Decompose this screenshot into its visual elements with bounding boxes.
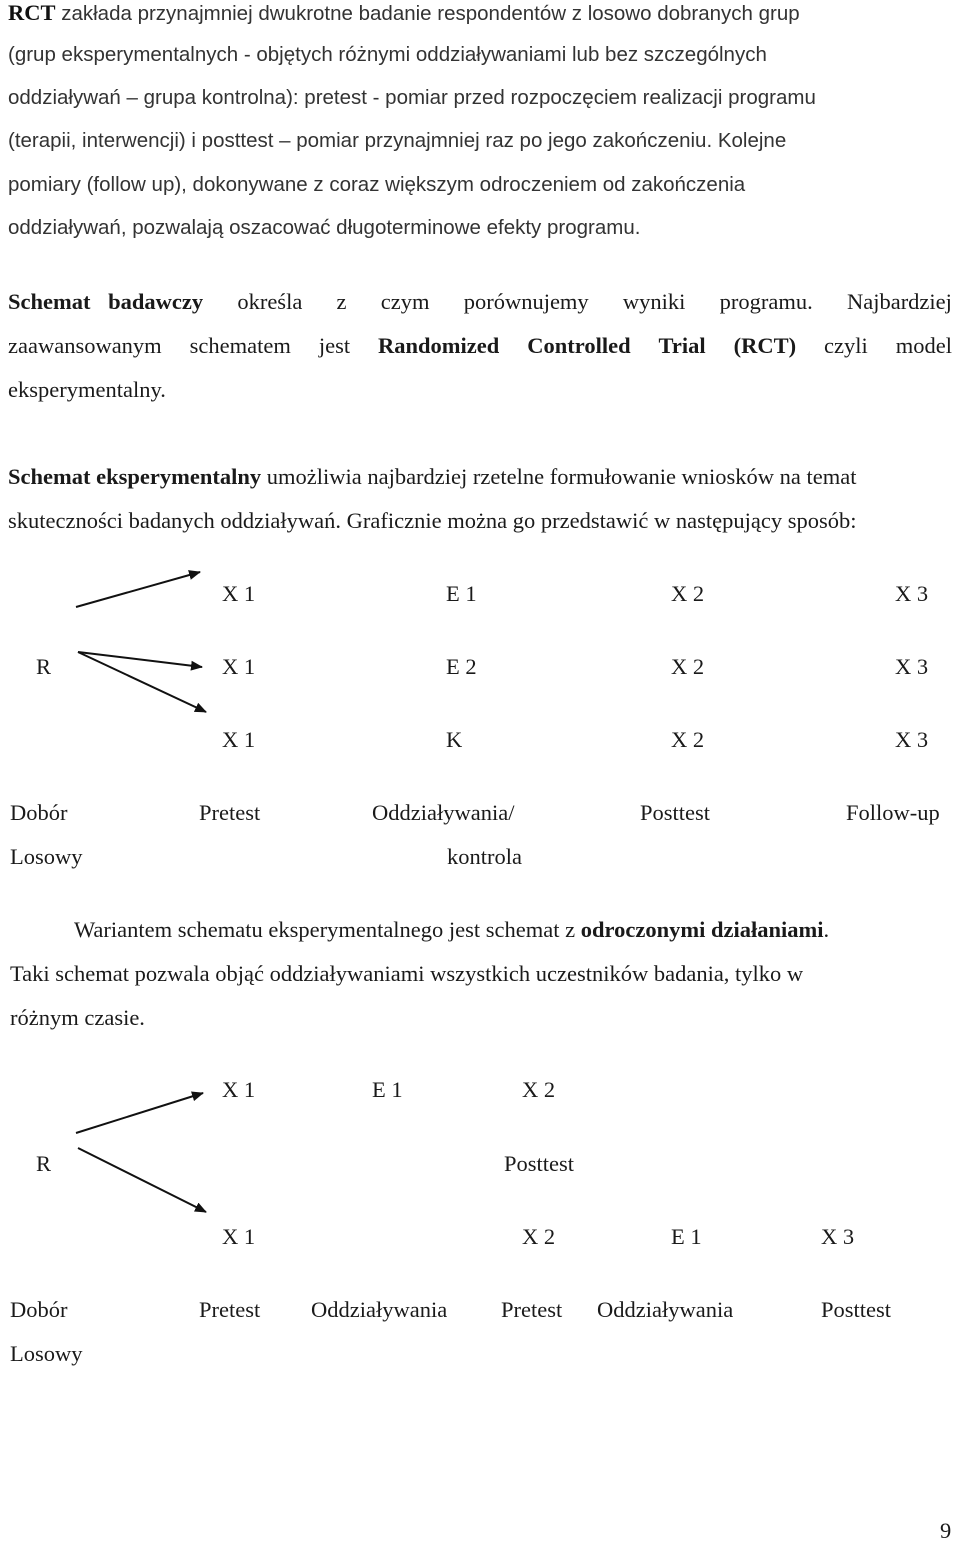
cell: X 2 [671,654,705,679]
para3-line2: skuteczności badanych oddziaływań. Graficznie można go przedstawić w następujący sposób: [8,508,857,533]
caption: Follow-up [846,800,940,825]
para1-line1-text: zakłada przynajmniej dwukrotne badanie respondentów z losowo dobranych grup [55,2,800,25]
cell: X 3 [821,1224,855,1249]
caption: Posttest [640,800,711,825]
word: zaawansowanym [8,333,162,358]
word: czym [380,289,430,314]
caption: Oddziaływania [311,1297,448,1322]
word: model [895,333,952,358]
para1-line4: (terapii, interwencji) i posttest – pomiar przynajmniej raz po jego zakończeniu. Kolejne [8,129,787,152]
schemat-badawczy-bold: Schemat badawczy [8,289,204,314]
para3-line1-text: umożliwia najbardziej rzetelne formułowanie wniosków na temat [261,464,857,489]
schemat-eksperymentalny-bold: Schemat eksperymentalny [8,464,262,489]
word: porównujemy [463,289,589,314]
word: programu. [719,289,813,314]
cell: E 1 [446,581,477,606]
cell: X 3 [895,581,929,606]
cell: X 1 [222,727,256,752]
cell: X 3 [895,727,929,752]
rct-term-bold: (RCT) [733,333,797,358]
cell: Posttest [504,1151,575,1176]
cell: E 2 [446,654,477,679]
caption: Pretest [199,800,261,825]
arrow-down [78,1148,206,1212]
caption: Losowy [10,1341,83,1366]
caption: Pretest [501,1297,563,1322]
caption: Oddziaływania [597,1297,734,1322]
cell: X 1 [222,581,256,606]
para4-line2: Taki schemat pozwala objąć oddziaływaniami wszystkich uczestników badania, tylko w [10,961,804,986]
caption: Posttest [821,1297,892,1322]
para1-line3: oddziaływań – grupa kontrolna): pretest - pomiar przed rozpoczęciem realizacji programu [8,86,816,109]
cell: X 1 [222,1077,256,1102]
cell: X 2 [522,1077,556,1102]
cell: X 1 [222,654,256,679]
word: Najbardziej [846,289,952,314]
word: określa [237,289,303,314]
rct-term-bold: Trial [658,333,706,358]
caption: Pretest [199,1297,261,1322]
cell: X 2 [671,727,705,752]
caption: Dobór [10,1297,68,1322]
odroczone-bold: odroczonymi działaniami [580,917,824,942]
word: wyniki [622,289,686,314]
period: . [823,917,830,942]
r-label: R [36,654,52,679]
word: schematem [189,333,291,358]
page-number: 9 [940,1518,952,1543]
cell: E 1 [671,1224,702,1249]
cell: X 2 [522,1224,556,1249]
caption: kontrola [447,844,522,869]
word: jest [318,333,351,358]
caption: Losowy [10,844,83,869]
cell: X 3 [895,654,929,679]
word: z [336,289,347,314]
cell: X 2 [671,581,705,606]
cell: X 1 [222,1224,256,1249]
para1-line6: oddziaływań, pozwalają oszacować długoterminowe efekty programu. [8,216,641,239]
cell: K [446,727,463,752]
para1-line2: (grup eksperymentalnych - objętych różnymi oddziaływaniami lub bez szczególnych [8,43,767,66]
rct-term-bold: Controlled [527,333,631,358]
arrow-up [76,1093,203,1133]
para4-line1-text: Wariantem schematu eksperymentalnego jest schemat z [74,917,581,942]
r-label: R [36,1151,52,1176]
para1-line5: pomiary (follow up), dokonywane z coraz większym odroczeniem od zakończenia [8,173,746,196]
cell: E 1 [372,1077,403,1102]
para4-line3: różnym czasie. [10,1005,145,1030]
caption: Dobór [10,800,68,825]
para2-line3: eksperymentalny. [8,377,166,402]
caption: Oddziaływania/ [372,800,515,825]
rct-term-bold: Randomized [378,333,500,358]
rct-bold: RCT [8,0,56,25]
word: czyli [824,333,868,358]
